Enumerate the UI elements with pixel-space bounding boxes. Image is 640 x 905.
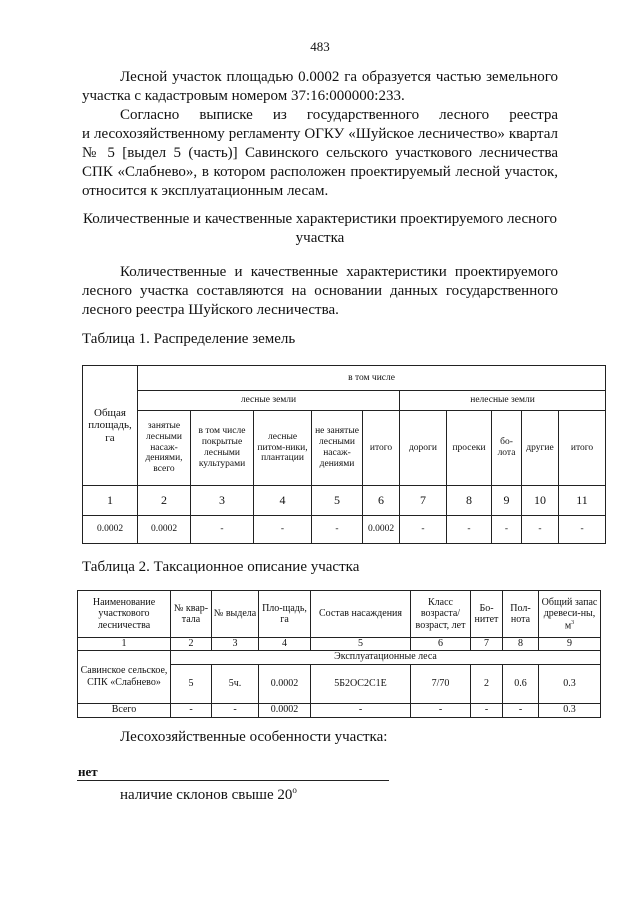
- cell: -: [503, 703, 539, 717]
- col-number: 7: [400, 486, 447, 516]
- col-header: итого: [363, 411, 400, 486]
- cell: 5Б2ОС2С1Е: [311, 664, 411, 703]
- col-header: Класс возраста/ возраст, лет: [411, 591, 471, 638]
- group-row-label: Эксплуатационные леса: [171, 650, 601, 664]
- col-number: 7: [471, 638, 503, 651]
- cell: -: [411, 703, 471, 717]
- col-number: 4: [254, 486, 312, 516]
- cell: 5: [171, 664, 212, 703]
- col-number: 1: [83, 486, 138, 516]
- header-nonforest-lands: нелесные земли: [400, 391, 606, 411]
- cell: -: [171, 703, 212, 717]
- header-including: в том числе: [138, 366, 606, 391]
- col-number: 4: [259, 638, 311, 651]
- cell: -: [522, 516, 559, 544]
- col-header: итого: [559, 411, 606, 486]
- forestry-name-cell: Савинское сельское, СПК «Слабнево»: [78, 650, 171, 703]
- taxation-table: [77, 590, 601, 718]
- col-number: 2: [171, 638, 212, 651]
- feature-label: [120, 781, 596, 805]
- col-number: 2: [138, 486, 191, 516]
- col-header: не занятые лесными насаж-дениями: [312, 411, 363, 486]
- para2-line: СПК «Слабнево», в котором расположен проектируемый лесной участок,: [82, 164, 558, 180]
- col-header: Пол-нота: [503, 591, 539, 638]
- col-number: 8: [503, 638, 539, 651]
- cell: -: [447, 516, 492, 544]
- col-header-text: Общий запас древеси-ны, м: [541, 596, 598, 631]
- col-header: Состав насаждения: [311, 591, 411, 638]
- cell: 5ч.: [212, 664, 259, 703]
- cell: 0.0002: [259, 664, 311, 703]
- col-header: Бо-нитет: [471, 591, 503, 638]
- cell: -: [191, 516, 254, 544]
- col-number: 6: [363, 486, 400, 516]
- cell: -: [492, 516, 522, 544]
- cell: Всего: [78, 703, 171, 717]
- col-header: № квар-тала: [171, 591, 212, 638]
- table2-caption: Таблица 2. Таксационное описание участка: [82, 559, 360, 575]
- header-forest-lands: лесные земли: [138, 391, 400, 411]
- col-header: лесные питом-ники, плантации: [254, 411, 312, 486]
- cell: 0.0002: [363, 516, 400, 544]
- col-header: другие: [522, 411, 559, 486]
- para2-line: Согласно выписке из государственного лесного реестра: [120, 107, 558, 123]
- column-numbers-row: [83, 486, 606, 516]
- col-number: 5: [312, 486, 363, 516]
- page-number: 483: [310, 39, 330, 54]
- land-distribution-table: [82, 365, 606, 544]
- cell: -: [254, 516, 312, 544]
- cell: -: [471, 703, 503, 717]
- cell: -: [212, 703, 259, 717]
- para1-line: Лесной участок площадью 0.0002 га образуется частью земельного: [120, 69, 558, 85]
- col-header: № выдела: [212, 591, 259, 638]
- para2-line: относится к эксплуатационным лесам.: [82, 183, 329, 199]
- cell: 2: [471, 664, 503, 703]
- degree-superscript: о: [292, 785, 297, 795]
- col-number: 1: [78, 638, 171, 651]
- para3-line: лесного участка составляются на основании данных государственного: [82, 283, 558, 299]
- cell: -: [312, 516, 363, 544]
- feature-label-text: наличие склонов свыше 20: [120, 787, 293, 803]
- col-header: просеки: [447, 411, 492, 486]
- para2-line: и лесохозяйственному регламенту ОГКУ «Шуйское лесничество» квартал: [82, 126, 558, 142]
- unit-superscript: 3: [571, 619, 575, 626]
- col-number: 3: [212, 638, 259, 651]
- col-number: 11: [559, 486, 606, 516]
- cell: 0.6: [503, 664, 539, 703]
- col-header: занятые лесными насаж-дениями, всего: [138, 411, 191, 486]
- cell: -: [559, 516, 606, 544]
- cell: 0.0002: [259, 703, 311, 717]
- col-header: дороги: [400, 411, 447, 486]
- cell: -: [400, 516, 447, 544]
- cell: 0.0002: [138, 516, 191, 544]
- col-header: бо-лота: [492, 411, 522, 486]
- features-title: Лесохозяйственные особенности участка:: [120, 729, 388, 745]
- cell: 0.3: [539, 703, 601, 717]
- col-header: Наименование участкового лесничества: [78, 591, 171, 638]
- col-number: 5: [311, 638, 411, 651]
- col-number: 10: [522, 486, 559, 516]
- cell: -: [311, 703, 411, 717]
- feature-value: нет: [78, 764, 98, 779]
- cell: 7/70: [411, 664, 471, 703]
- column-numbers-row: [78, 638, 601, 651]
- col-number: 8: [447, 486, 492, 516]
- para3-line: Количественные и качественные характеристики проектируемого: [120, 264, 558, 280]
- col-header: [539, 591, 601, 638]
- table-row: [83, 516, 606, 544]
- col-number: 3: [191, 486, 254, 516]
- col-number: 9: [539, 638, 601, 651]
- header-total-area: Общая площадь, га: [83, 366, 138, 486]
- para2-line: № 5 [выдел 5 (часть)] Савинского сельского участкового лесничества: [82, 145, 558, 161]
- table1-caption: Таблица 1. Распределение земель: [82, 331, 296, 347]
- section-heading: участка: [295, 230, 345, 246]
- col-number: 9: [492, 486, 522, 516]
- cell: 0.0002: [83, 516, 138, 544]
- para3-line: лесного реестра Шуйского лесничества.: [82, 302, 339, 318]
- total-row: [78, 703, 601, 717]
- cell: 0.3: [539, 664, 601, 703]
- section-heading: Количественные и качественные характеристики проектируемого лесного: [83, 211, 557, 227]
- col-header: в том числе покрытые лесными культурами: [191, 411, 254, 486]
- col-header: Пло-щадь, га: [259, 591, 311, 638]
- para1-line: участка с кадастровым номером 37:16:000000:233.: [82, 88, 405, 104]
- col-number: 6: [411, 638, 471, 651]
